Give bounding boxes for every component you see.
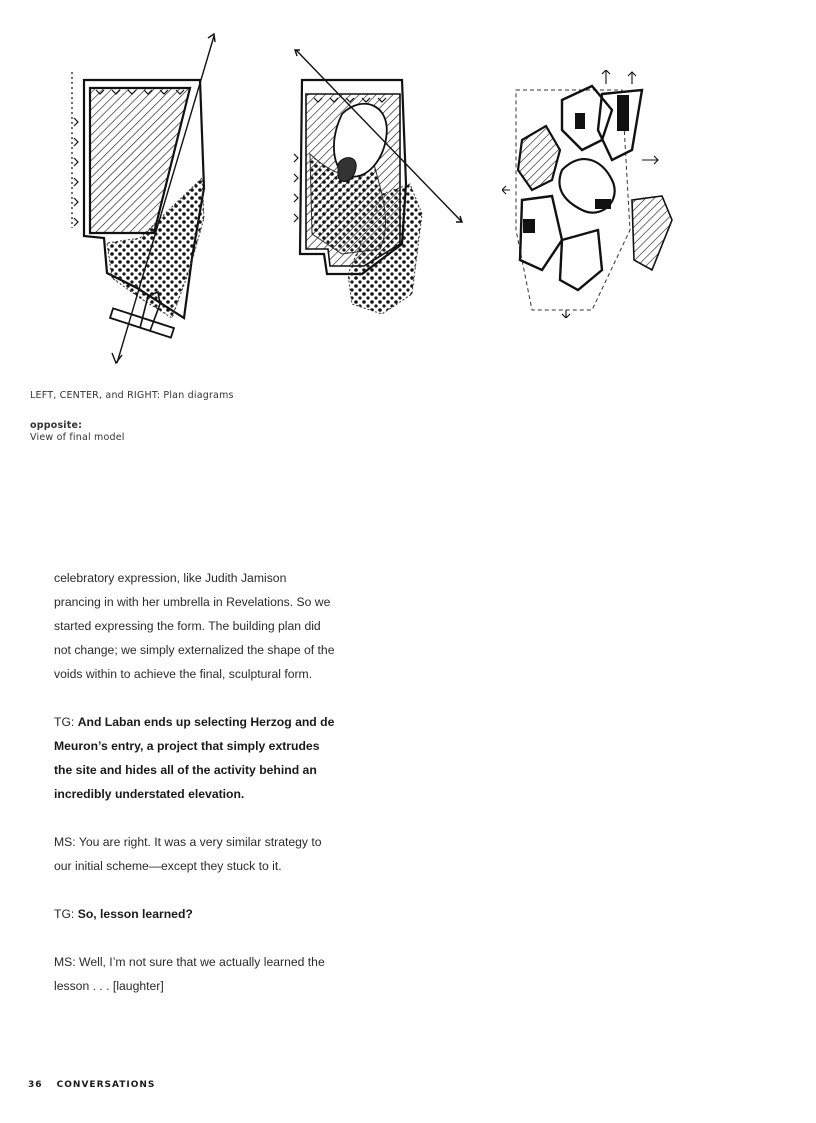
paragraph-3: MS: You are right. It was a very similar strategy to our initial scheme—except they stuck to it.: [54, 835, 322, 873]
speaker-tg: TG:: [54, 715, 75, 729]
caption-opposite-text: View of final model: [30, 432, 125, 443]
paragraph-2: [54, 710, 336, 806]
caption-opposite-label: opposite:: [30, 420, 83, 431]
figure-caption: [30, 390, 390, 444]
paragraph-4: [54, 902, 336, 926]
plan-diagram-left: [62, 28, 222, 370]
speaker-tg: TG:: [54, 907, 75, 921]
question-text: And Laban ends up selecting Herzog and de Meuron’s entry, a project that simply extrudes the site and hides all of the activity behind an incredibly understated elevation.: [54, 715, 335, 801]
paragraph-1: celebratory expression, like Judith Jamison prancing in with her umbrella in Revelations. So we started expressing the form. The building plan did not change; we simply externalized the shape of the voids within to achieve the final, sculptural form.: [54, 571, 335, 681]
plan-diagram-right: [502, 70, 680, 318]
paragraph-5: MS: Well, I’m not sure that we actually learned the lesson . . . [laughter]: [54, 955, 325, 993]
question-text: So, lesson learned?: [77, 907, 193, 921]
caption-figures: LEFT, CENTER, and RIGHT: Plan diagrams: [30, 390, 234, 401]
plan-diagram-center: [282, 44, 472, 326]
page-footer: [28, 1080, 155, 1090]
interview-text: [54, 566, 336, 1022]
page-number: 36: [28, 1080, 43, 1090]
section-title: CONVERSATIONS: [56, 1080, 156, 1090]
